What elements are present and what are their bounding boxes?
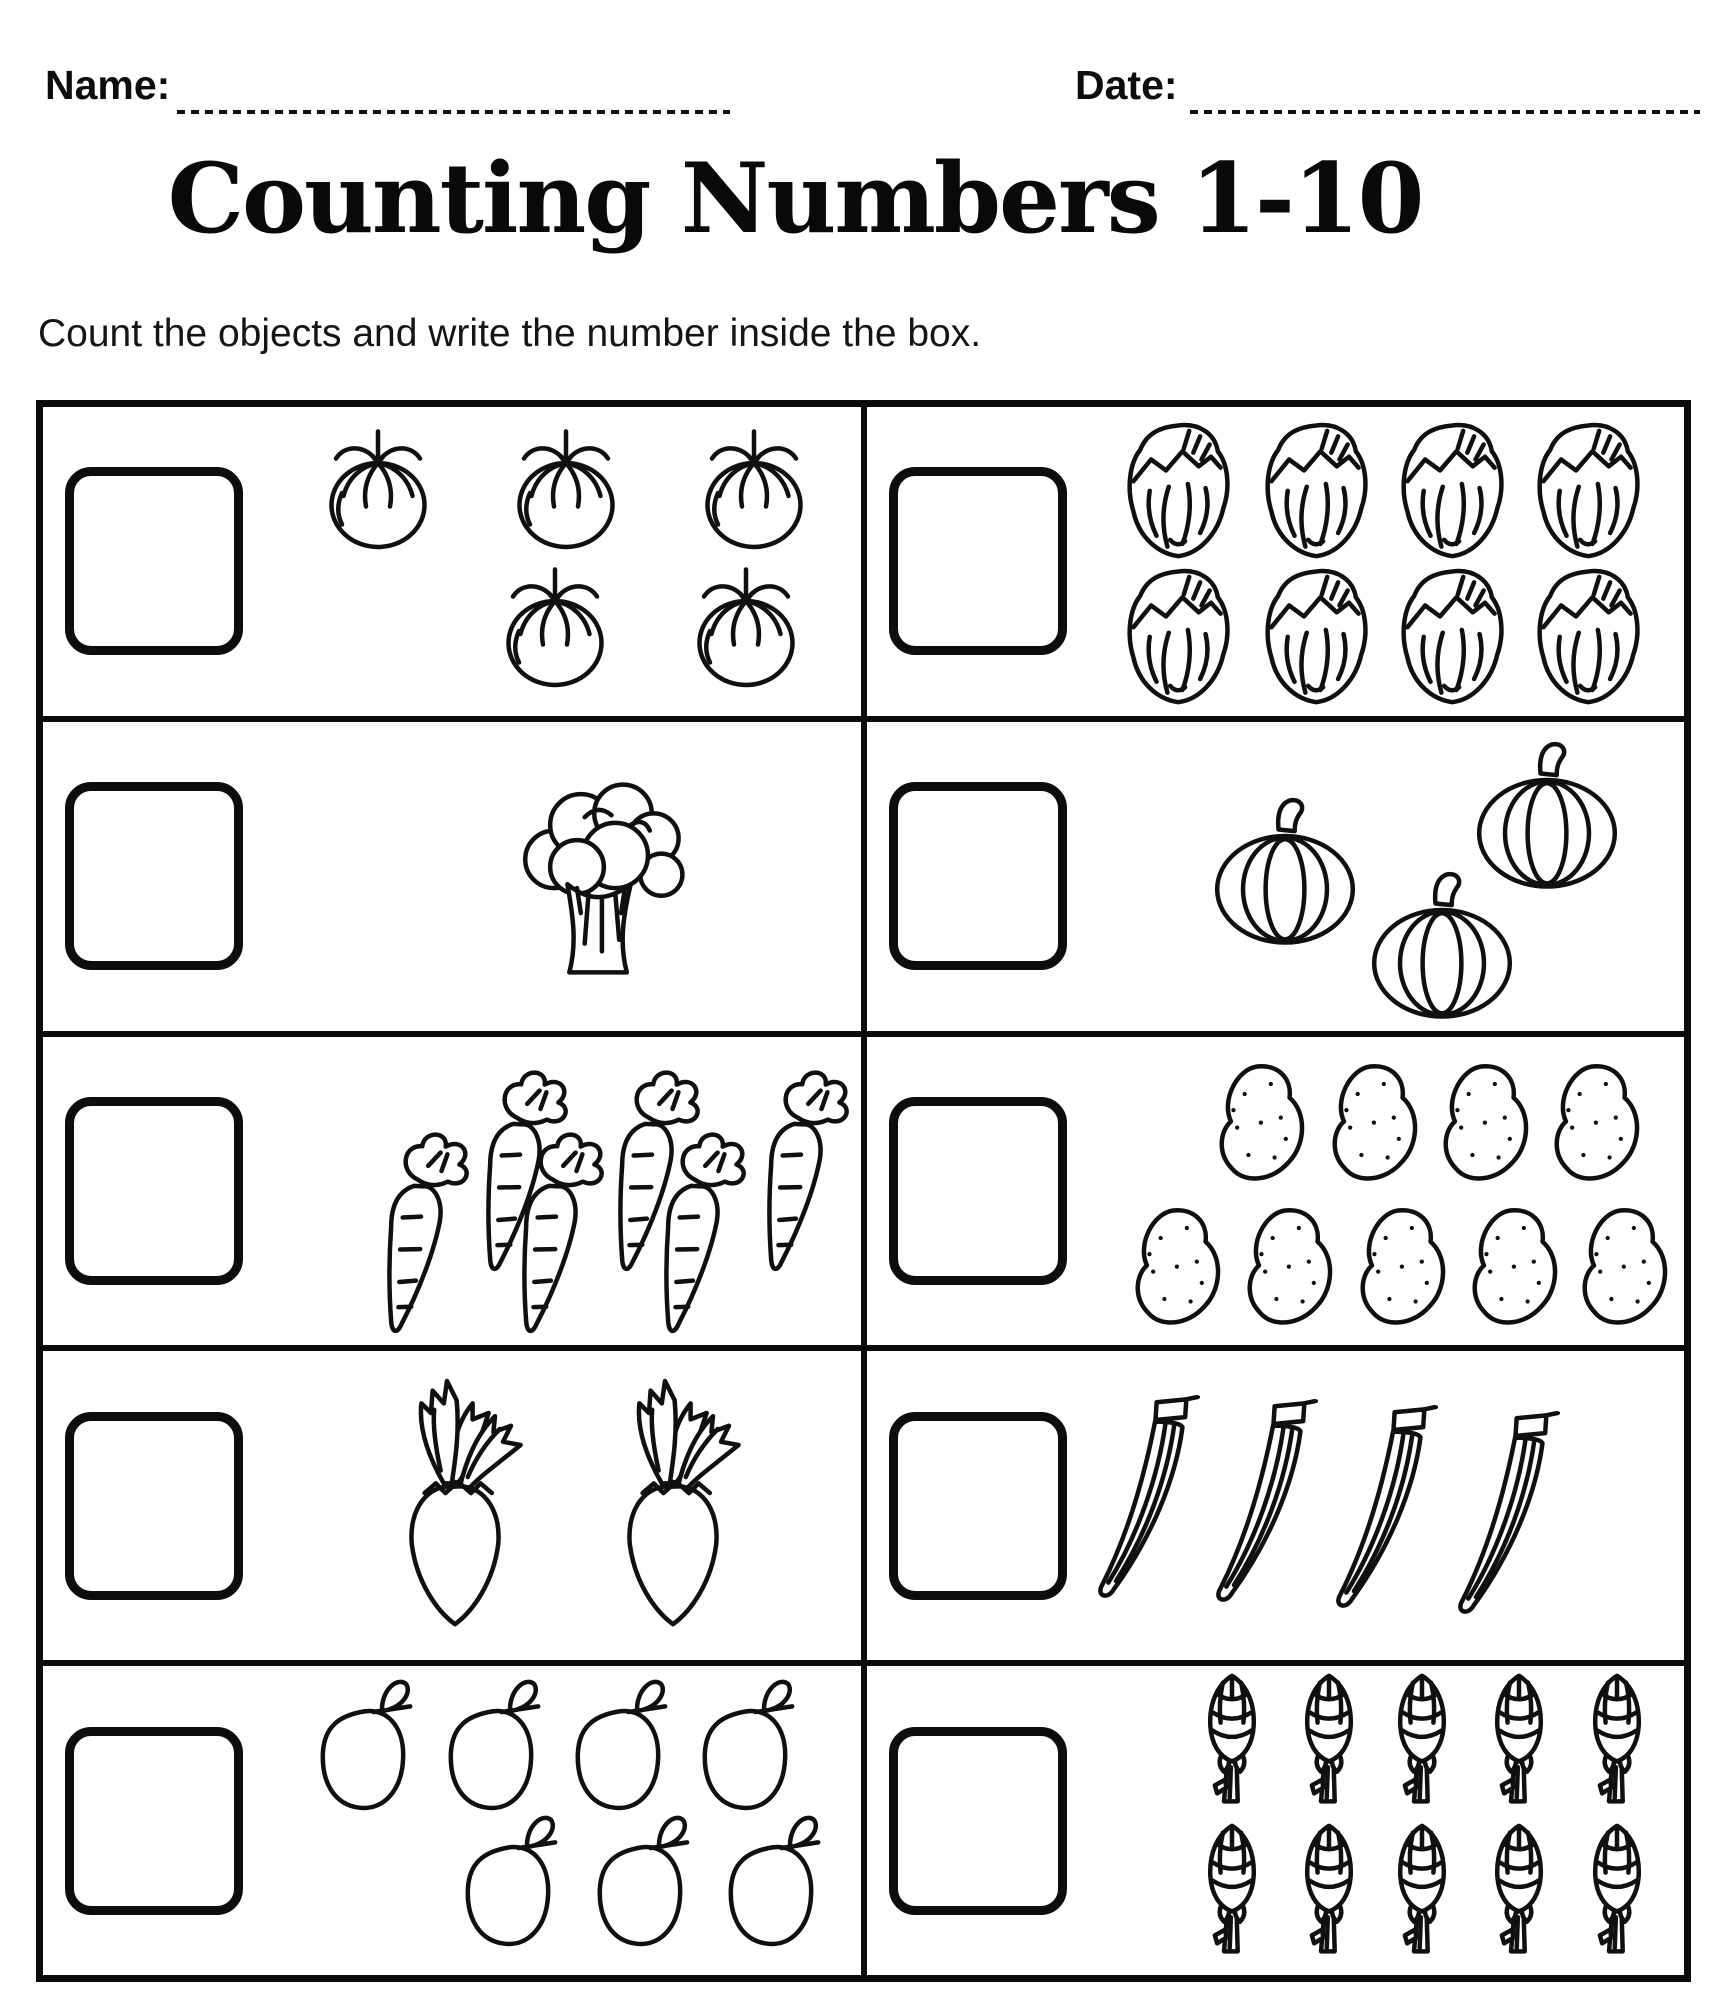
answer-box-broccoli[interactable] — [65, 782, 243, 970]
date-label: Date: — [1075, 62, 1178, 108]
grid-row-2 — [43, 722, 1684, 1037]
counting-cell-carrots — [43, 1037, 867, 1346]
cabbage-icon — [1531, 420, 1647, 563]
artichoke-icon — [1479, 1669, 1559, 1823]
counting-grid — [36, 400, 1691, 1982]
beet-icon — [585, 1365, 761, 1637]
cabbage-icon — [1121, 420, 1237, 563]
lemon-icon — [704, 1810, 838, 1962]
page-title: Counting Numbers 1-10 — [167, 142, 1423, 255]
counting-cell-potatoes — [867, 1037, 1685, 1346]
potato-icon — [1430, 1059, 1536, 1190]
cabbage-icon — [1531, 566, 1647, 709]
potato-icon — [1206, 1059, 1312, 1190]
lemon-icon — [678, 1674, 812, 1826]
lemon-icon — [424, 1674, 558, 1826]
date-input-line[interactable] — [1190, 110, 1700, 114]
broccoli-icon — [504, 775, 696, 982]
answer-box-carrots[interactable] — [65, 1097, 243, 1285]
lemon-icon — [296, 1674, 430, 1826]
potato-icon — [1541, 1059, 1647, 1190]
counting-cell-broccoli — [43, 722, 867, 1031]
answer-box-beets[interactable] — [65, 1412, 243, 1600]
answer-box-tomatoes[interactable] — [65, 467, 243, 655]
artichoke-icon — [1382, 1669, 1462, 1823]
answer-box-potatoes[interactable] — [889, 1097, 1067, 1285]
artichoke-icon — [1577, 1819, 1657, 1973]
potato-icon — [1319, 1059, 1425, 1190]
instruction-text: Count the objects and write the number inside the box. — [38, 312, 982, 355]
pumpkin-icon — [1196, 794, 1374, 949]
potato-icon — [1234, 1203, 1340, 1334]
potato-icon — [1569, 1203, 1675, 1334]
counting-cell-beets — [43, 1351, 867, 1660]
grid-row-3 — [43, 1037, 1684, 1352]
potato-icon — [1459, 1203, 1565, 1334]
counting-cell-lemons — [43, 1666, 867, 1975]
artichoke-icon — [1577, 1669, 1657, 1823]
cabbage-icon — [1259, 420, 1375, 563]
artichoke-icon — [1289, 1819, 1369, 1973]
artichoke-icon — [1289, 1669, 1369, 1823]
artichoke-icon — [1192, 1819, 1272, 1973]
answer-box-cabbages[interactable] — [889, 467, 1067, 655]
name-label: Name: — [45, 62, 171, 108]
artichoke-icon — [1382, 1819, 1462, 1973]
lemon-icon — [573, 1810, 707, 1962]
cabbage-icon — [1259, 566, 1375, 709]
tomato-icon — [480, 556, 630, 694]
answer-box-pumpkins[interactable] — [889, 782, 1067, 970]
cabbage-icon — [1121, 566, 1237, 709]
counting-cell-cabbages — [867, 407, 1685, 716]
counting-cell-pumpkins — [867, 722, 1685, 1031]
cabbage-icon — [1395, 566, 1511, 709]
cabbage-icon — [1395, 420, 1511, 563]
tomato-icon — [491, 418, 641, 556]
grid-row-4 — [43, 1351, 1684, 1666]
pumpkin-icon — [1353, 868, 1531, 1023]
tomato-icon — [679, 418, 829, 556]
grid-row-1 — [43, 407, 1684, 722]
grid-row-5 — [43, 1666, 1684, 1975]
lemon-icon — [441, 1810, 575, 1962]
counting-cell-okras — [867, 1351, 1685, 1660]
tomato-icon — [671, 556, 821, 694]
answer-box-artichokes[interactable] — [889, 1727, 1067, 1915]
name-input-line[interactable] — [177, 110, 730, 114]
lemon-icon — [551, 1674, 685, 1826]
beet-icon — [367, 1365, 543, 1637]
carrot-icon — [333, 1115, 489, 1345]
potato-icon — [1347, 1203, 1453, 1334]
artichoke-icon — [1479, 1819, 1559, 1973]
answer-box-lemons[interactable] — [65, 1727, 243, 1915]
counting-cell-tomatoes — [43, 407, 867, 716]
potato-icon — [1122, 1203, 1228, 1334]
answer-box-okras[interactable] — [889, 1412, 1067, 1600]
counting-cell-artichokes — [867, 1666, 1685, 1975]
artichoke-icon — [1192, 1669, 1272, 1823]
tomato-icon — [303, 418, 453, 556]
